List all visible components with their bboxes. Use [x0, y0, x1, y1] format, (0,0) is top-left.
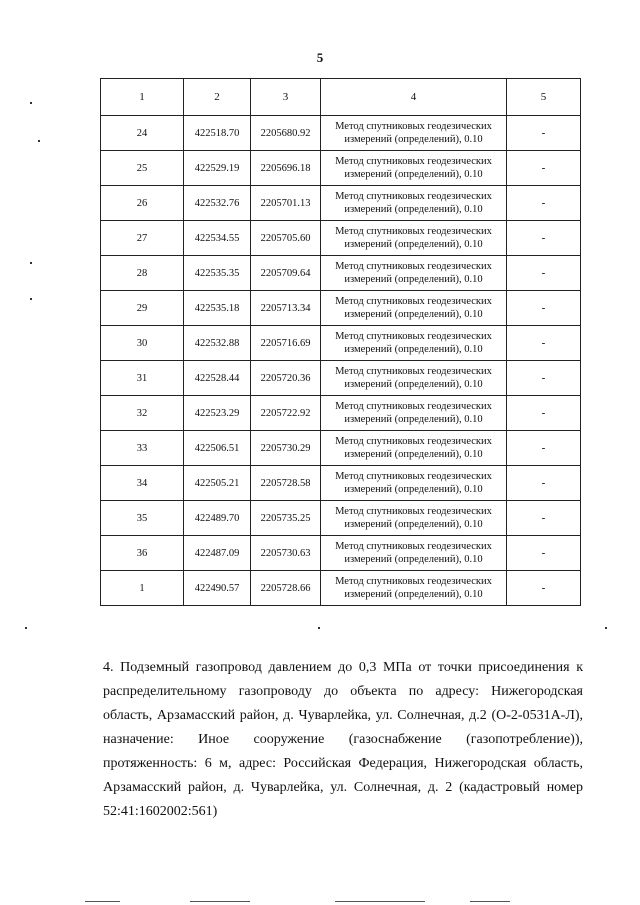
method-cell	[321, 221, 507, 256]
y-coordinate-cell: 2205709.64	[251, 256, 321, 291]
method-cell	[321, 186, 507, 221]
y-coordinate-cell: 2205696.18	[251, 151, 321, 186]
coordinates-table	[100, 78, 581, 606]
method-cell	[321, 571, 507, 606]
y-coordinate-cell: 2205720.36	[251, 361, 321, 396]
x-coordinate-cell: 422505.21	[184, 466, 251, 501]
table-row	[101, 256, 581, 291]
point-number-cell: 26	[101, 186, 184, 221]
method-line: измерений (определений), 0.10	[344, 309, 483, 320]
scan-edge-line	[190, 901, 250, 902]
method-line: Метод спутниковых геодезических	[335, 191, 492, 202]
method-cell	[321, 361, 507, 396]
scan-mark	[30, 298, 32, 300]
method-cell	[321, 536, 507, 571]
method-cell	[321, 501, 507, 536]
method-line: Метод спутниковых геодезических	[335, 506, 492, 517]
y-coordinate-cell: 2205728.58	[251, 466, 321, 501]
x-coordinate-cell: 422489.70	[184, 501, 251, 536]
object-description-paragraph: 4. Подземный газопровод давлением до 0,3 МПа от точки присоединения к распределительному газопроводу до объекта по адресу: Нижегородская область, Арзамасский район, д. Чуварлейка, ул. Солнечная, д.2 (О-2-0531А-Л), назначение: Иное сооружение (газоснабжение (газопотребление)), протяженность: 6 м, адрес: Российская Федерация, Нижегородская область, Арзамасский район, д. Чуварлейка, ул. Солнечная, д. 2 (кадастровый номер 52:41:1602002:561)	[103, 660, 583, 819]
note-cell: -	[507, 536, 581, 571]
note-cell: -	[507, 466, 581, 501]
scan-mark	[318, 627, 320, 629]
point-number-cell: 30	[101, 326, 184, 361]
method-line: Метод спутниковых геодезических	[335, 331, 492, 342]
scan-mark	[38, 140, 40, 142]
method-cell	[321, 291, 507, 326]
method-line: Метод спутниковых геодезических	[335, 156, 492, 167]
table-row	[101, 326, 581, 361]
note-cell: -	[507, 151, 581, 186]
method-line: Метод спутниковых геодезических	[335, 401, 492, 412]
table-row	[101, 466, 581, 501]
point-number-cell: 24	[101, 116, 184, 151]
scan-edge-line	[85, 901, 120, 902]
x-coordinate-cell: 422534.55	[184, 221, 251, 256]
table-row	[101, 116, 581, 151]
x-coordinate-cell: 422518.70	[184, 116, 251, 151]
method-line: измерений (определений), 0.10	[344, 274, 483, 285]
y-coordinate-cell: 2205735.25	[251, 501, 321, 536]
y-coordinate-cell: 2205701.13	[251, 186, 321, 221]
note-cell: -	[507, 571, 581, 606]
y-coordinate-cell: 2205680.92	[251, 116, 321, 151]
method-line: измерений (определений), 0.10	[344, 519, 483, 530]
table-row	[101, 291, 581, 326]
method-line: измерений (определений), 0.10	[344, 589, 483, 600]
point-number-cell: 31	[101, 361, 184, 396]
method-line: Метод спутниковых геодезических	[335, 436, 492, 447]
y-coordinate-cell: 2205728.66	[251, 571, 321, 606]
point-number-cell: 32	[101, 396, 184, 431]
page-number: 5	[316, 50, 324, 65]
table-row	[101, 396, 581, 431]
x-coordinate-cell: 422535.18	[184, 291, 251, 326]
table-row	[101, 151, 581, 186]
point-number-cell: 34	[101, 466, 184, 501]
method-line: измерений (определений), 0.10	[344, 169, 483, 180]
table-header-row	[101, 79, 581, 116]
note-cell: -	[507, 291, 581, 326]
method-cell	[321, 466, 507, 501]
table-row	[101, 501, 581, 536]
table-row	[101, 431, 581, 466]
note-cell: -	[507, 221, 581, 256]
y-coordinate-cell: 2205705.60	[251, 221, 321, 256]
method-line: Метод спутниковых геодезических	[335, 541, 492, 552]
header-cell: 5	[507, 79, 581, 116]
y-coordinate-cell: 2205716.69	[251, 326, 321, 361]
scan-mark	[30, 102, 32, 104]
scan-edge-line	[335, 901, 425, 902]
method-line: Метод спутниковых геодезических	[335, 261, 492, 272]
method-line: измерений (определений), 0.10	[344, 134, 483, 145]
note-cell: -	[507, 256, 581, 291]
note-cell: -	[507, 186, 581, 221]
method-line: измерений (определений), 0.10	[344, 344, 483, 355]
method-line: измерений (определений), 0.10	[344, 239, 483, 250]
y-coordinate-cell: 2205730.63	[251, 536, 321, 571]
method-cell	[321, 256, 507, 291]
table-row	[101, 536, 581, 571]
point-number-cell: 25	[101, 151, 184, 186]
x-coordinate-cell: 422532.88	[184, 326, 251, 361]
method-line: Метод спутниковых геодезических	[335, 471, 492, 482]
method-cell	[321, 396, 507, 431]
header-cell: 1	[101, 79, 184, 116]
table-row	[101, 221, 581, 256]
x-coordinate-cell: 422490.57	[184, 571, 251, 606]
method-line: измерений (определений), 0.10	[344, 414, 483, 425]
method-cell	[321, 326, 507, 361]
method-line: Метод спутниковых геодезических	[335, 226, 492, 237]
scan-mark	[30, 262, 32, 264]
note-cell: -	[507, 361, 581, 396]
table-row	[101, 571, 581, 606]
point-number-cell: 28	[101, 256, 184, 291]
header-cell: 4	[321, 79, 507, 116]
point-number-cell: 1	[101, 571, 184, 606]
method-line: Метод спутниковых геодезических	[335, 576, 492, 587]
point-number-cell: 33	[101, 431, 184, 466]
method-line: Метод спутниковых геодезических	[335, 366, 492, 377]
point-number-cell: 29	[101, 291, 184, 326]
method-line: измерений (определений), 0.10	[344, 449, 483, 460]
header-cell: 2	[184, 79, 251, 116]
y-coordinate-cell: 2205713.34	[251, 291, 321, 326]
point-number-cell: 35	[101, 501, 184, 536]
scan-mark	[605, 627, 607, 629]
method-cell	[321, 151, 507, 186]
table-row	[101, 186, 581, 221]
x-coordinate-cell: 422506.51	[184, 431, 251, 466]
y-coordinate-cell: 2205730.29	[251, 431, 321, 466]
point-number-cell: 27	[101, 221, 184, 256]
header-cell: 3	[251, 79, 321, 116]
note-cell: -	[507, 501, 581, 536]
method-cell	[321, 431, 507, 466]
method-line: Метод спутниковых геодезических	[335, 121, 492, 132]
note-cell: -	[507, 431, 581, 466]
method-line: измерений (определений), 0.10	[344, 204, 483, 215]
x-coordinate-cell: 422487.09	[184, 536, 251, 571]
method-line: Метод спутниковых геодезических	[335, 296, 492, 307]
note-cell: -	[507, 116, 581, 151]
x-coordinate-cell: 422529.19	[184, 151, 251, 186]
method-cell	[321, 116, 507, 151]
point-number-cell: 36	[101, 536, 184, 571]
y-coordinate-cell: 2205722.92	[251, 396, 321, 431]
method-line: измерений (определений), 0.10	[344, 484, 483, 495]
x-coordinate-cell: 422532.76	[184, 186, 251, 221]
x-coordinate-cell: 422535.35	[184, 256, 251, 291]
note-cell: -	[507, 396, 581, 431]
scan-edge-line	[470, 901, 510, 902]
x-coordinate-cell: 422528.44	[184, 361, 251, 396]
method-line: измерений (определений), 0.10	[344, 379, 483, 390]
x-coordinate-cell: 422523.29	[184, 396, 251, 431]
table-row	[101, 361, 581, 396]
scan-mark	[25, 627, 27, 629]
method-line: измерений (определений), 0.10	[344, 554, 483, 565]
note-cell: -	[507, 326, 581, 361]
